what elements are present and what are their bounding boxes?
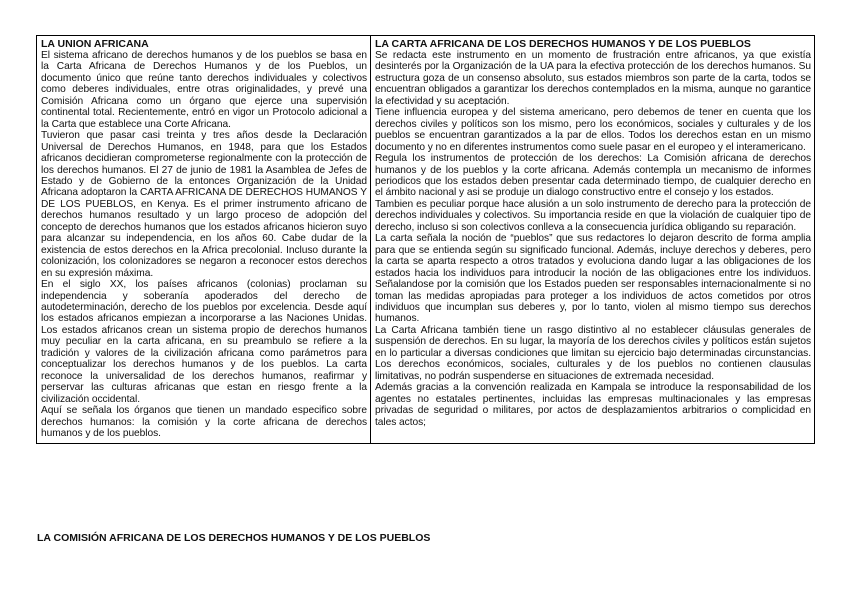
paragraph: Aquí se señala los órganos que tienen un mandado especifico sobre derechos humanos: la comisión y la corte africana de derechos humanos y de los pueblos. (41, 405, 367, 439)
paragraph: Tuvieron que pasar casi treinta y tres años desde la Declaración Universal de Derechos Humanos, en 1948, para que los Estados africanos decidieran comprometerse regionalmente con la protección de los derechos humanos. El 27 de junio de 1981 la Asamblea de Jefes de Estado y de Gobierno de la entonces Organización de la Unidad Africana adoptaron la CARTA AFRICANA DE DERECHOS HUMANOS Y DE LOS PUEBLOS, en Kenya. Es el primer instrumento africano de derechos humanos resultado y un largo proceso de adopción del concepto de derechos humanos que los estados africanos hicieron suyo para alcanzar su independencia, en los años 60. Cabe dudar de la existencia de estos derechos en la Africa precolonial. Incluso durante la colonización, los colonizadores se negaron a reconocer estos derechos en su expresión máxima. (41, 130, 367, 279)
paragraph: Además gracias a la convención realizada en Kampala se introduce la responsabilidad de los agentes no estatales pertinentes, incluidas las empresas multinacionales y las empresas privadas de seguridad o militares, por actos de desplazamientos arbitrarios o complicidad en tales actos; (375, 382, 811, 428)
right-column-title: LA CARTA AFRICANA DE LOS DERECHOS HUMANOS Y DE LOS PUEBLOS (375, 38, 751, 50)
paragraph: En el siglo XX, los países africanos (colonias) proclaman su independencia y soberanía apoderados del derecho de autodeterminación, derecho de los pueblos por excelencia. Desde aquí los estados africanos empiezan a incorporarse a las Naciones Unidas. Los estados africanos crean un sistema propio de derechos humanos muy peculiar en la carta africana, en su preambulo se refiere a la tradición y valores de la civilización africana como parámetros para conceptualizar los derechos humanos y de los pueblos. La carta reconoce la universalidad de los derechos humanos, reafirmar y perservar las culturas africanas que estan en riesgo frente a la civilización occidental. (41, 279, 367, 405)
paragraph: La carta señala la noción de “pueblos” que sus redactores lo dejaron descrito de forma amplia para que se entienda según su significado funcional. Además, incluye derechos y deberes, pero la carta se aparta respecto a otros tratados y evoluciona dando lugar a las obligaciones de los estados hacia los individuos para introducir la noción de las obligaciones entre los individuos. Señalandose por la comisión que los Estados pueden ser responsables internacionalmente si no toman las medidas apropiadas para proteger a los individuos de actos cometidos por otros individuos que incumplan sus deberes y, por lo tanto, violen al mismo tiempo sus derechos humanos. (375, 233, 811, 325)
paragraph: Se redacta este instrumento en un momento de frustración entre africanos, ya que existía desinterés por la Organización de la UA para la efectiva protección de los derechos humanos. Su estructura goza de un consenso absoluto, sus estados miembros son parte de la carta, todos se encuentran obligados a garantizar los derechos contemplados en la misma, aunque no garantice la efectividad y su aceptación. (375, 50, 811, 107)
paragraph: La Carta Africana también tiene un rasgo distintivo al no establecer cláusulas generales de suspensión de derechos. En su lugar, la mayoría de los derechos civiles y políticos están sujetos en lo particular a diversas condiciones que limitan su ejercicio bajo determinadas circunstancias. Los derechos económicos, sociales, culturales y de los pueblos no contienen clausulas limitativas, no podrán suspenderse en situaciones de extremada necesidad. (375, 324, 811, 382)
paragraph: Regula los instrumentos de protección de los derechos: La Comisión africana de derechos humanos y de los pueblos y la corte africana. Además contempla un mecanismo de informes periodicos que los estados deben presentar cada determinado tiempo, de cualquier derecho en el ámbito nacional y asi se produje un dialogo constructivo entre el consejo y los estados. (375, 153, 811, 199)
content-table (36, 35, 815, 444)
paragraph: Tambien es peculiar porque hace alusión a un solo instrumento de derecho para la protección de derechos individuales y colectivos. Su importancia reside en que la violación de cualquier tipo de derecho, incluso si son colectivos conlleva a la consecuencia jurídica obligando su reparación. (375, 198, 811, 233)
left-column-title: LA UNION AFRICANA (41, 38, 149, 50)
paragraph: Tiene influencia europea y del sistema americano, pero debemos de tener en cuenta que los derechos civiles y políticos son los mismo, pero los económicos, sociales y culturales y de los pueblos se encuentran garantizados a la par de ellos. Todos los derechos estan en un mismo documento y no en diferentes instrumentos como suele pasar en el europeo y el interamericano. (375, 107, 811, 153)
left-column (37, 36, 371, 444)
right-column (371, 36, 815, 444)
section-heading: LA COMISIÓN AFRICANA DE LOS DERECHOS HUMANOS Y DE LOS PUEBLOS (37, 532, 431, 544)
paragraph: El sistema africano de derechos humanos y de los pueblos se basa en la Carta Africana de Derechos Humanos y de los Pueblos, un documento único que reúne tanto derechos individuales y colectivos como deberes individuales, entre otras originalidades, y prevé una Comisión Africana como un órgano que ejerce una supervisión continental total. Recientemente, entró en vigor un Protocolo adicional a la Carta que establece una Corte Africana. (41, 50, 367, 130)
